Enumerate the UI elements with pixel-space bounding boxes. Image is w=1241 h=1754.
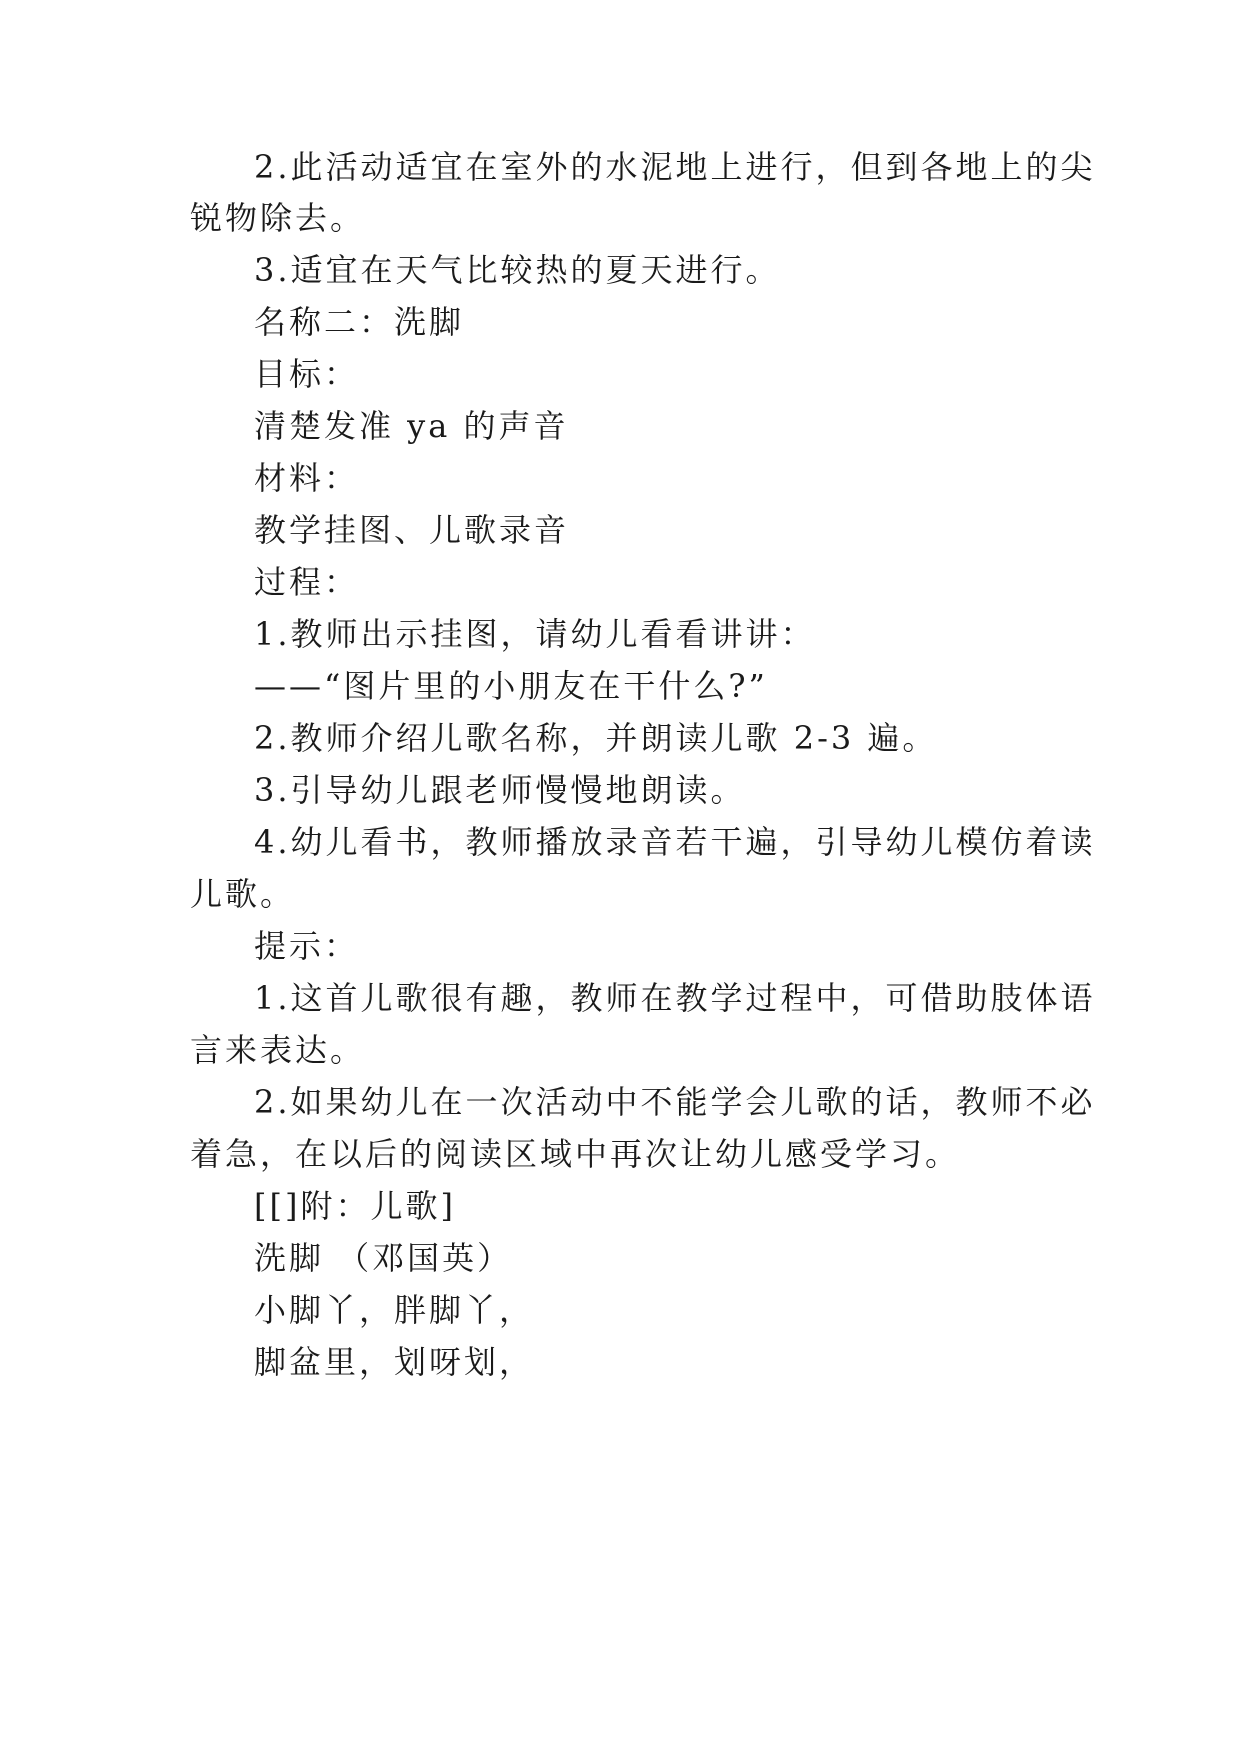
paragraph-line: 教学挂图、儿歌录音 — [254, 511, 570, 549]
paragraph-line: 材料： — [254, 459, 360, 497]
paragraph-line: 1.这首儿歌很有趣，教师在教学过程中，可借助肢体语 — [254, 979, 1096, 1017]
paragraph-line: 目标： — [254, 355, 360, 393]
paragraph-line: 2.教师介绍儿歌名称，并朗读儿歌 2-3 遍。 — [254, 719, 938, 757]
paragraph-line: 儿歌。 — [190, 875, 296, 913]
paragraph-line: 锐物除去。 — [190, 199, 366, 237]
section-heading: 名称二：洗脚 — [254, 303, 465, 341]
paragraph-line: 2.如果幼儿在一次活动中不能学会儿歌的话，教师不必 — [254, 1083, 1096, 1121]
poem-line: 小脚丫，胖脚丫， — [254, 1291, 535, 1329]
poem-title: 洗脚 （邓国英） — [254, 1239, 513, 1277]
paragraph-line: 1.教师出示挂图，请幼儿看看讲讲： — [254, 615, 816, 653]
poem-line: 脚盆里，划呀划， — [254, 1343, 535, 1381]
paragraph-line: 2.此活动适宜在室外的水泥地上进行，但到各地上的尖 — [254, 148, 1096, 186]
paragraph-line: [[]附：儿歌] — [254, 1187, 456, 1225]
paragraph-line: 着急，在以后的阅读区域中再次让幼儿感受学习。 — [190, 1135, 961, 1173]
paragraph-line: 提示： — [254, 927, 360, 965]
paragraph-line: 清楚发准 ya 的声音 — [254, 407, 569, 445]
paragraph-line: 过程： — [254, 563, 360, 601]
paragraph-line: 言来表达。 — [190, 1031, 366, 1069]
paragraph-line: 3.引导幼儿跟老师慢慢地朗读。 — [254, 771, 746, 809]
paragraph-line: ——“图片里的小朋友在干什么?” — [254, 667, 768, 705]
paragraph-line: 4.幼儿看书，教师播放录音若干遍，引导幼儿模仿着读 — [254, 823, 1096, 861]
paragraph-line: 3.适宜在天气比较热的夏天进行。 — [254, 251, 781, 289]
